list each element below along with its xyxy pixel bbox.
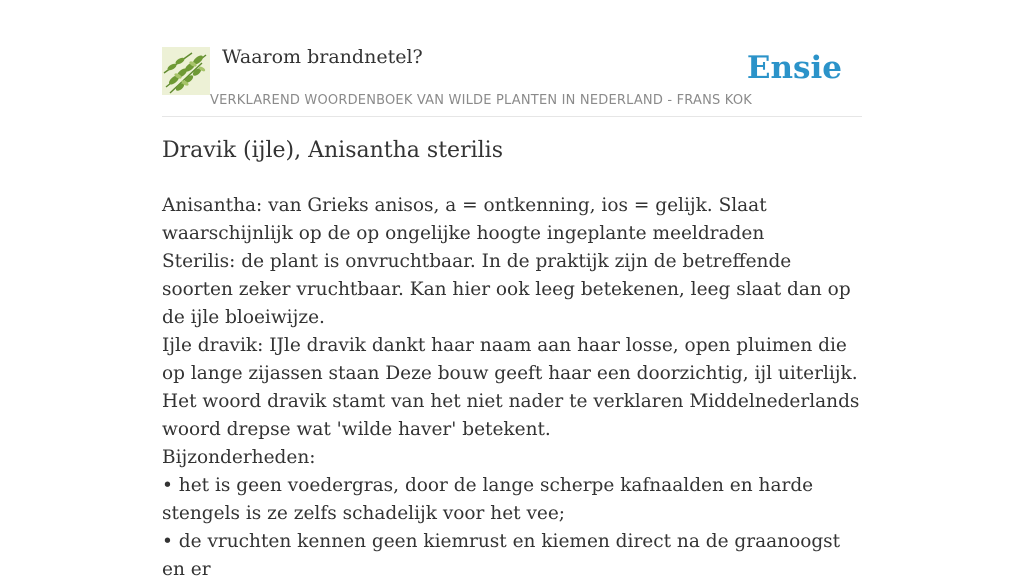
paragraph-sterilis: Sterilis: de plant is onvruchtbaar. In de praktijk zijn de betreffende soorten zeker vruchtbaar. Kan hier ook leeg betekenen, leeg slaat dan op de ijle bloeiwijze.: [162, 251, 851, 328]
paragraph-etymology: Het woord dravik stamt van het niet nader te verklaren Middelnederlands woord drepse wat 'wilde haver' betekent.: [162, 391, 860, 440]
list-item: • het is geen voedergras, door de lange scherpe kafnaalden en harde stengels is ze zelfs schadelijk voor het vee;: [162, 475, 814, 524]
site-title[interactable]: Waarom brandnetel?: [222, 46, 423, 68]
paragraph-ijle-dravik: Ijle dravik: IJle dravik dankt haar naam aan haar losse, open pluimen die op lange zijassen staan Deze bouw geeft haar een doorzichtig, ijl uiterlijk.: [162, 335, 858, 384]
entry-title: Dravik (ijle), Anisantha sterilis: [162, 138, 503, 163]
entry-body: [162, 192, 862, 584]
paragraph-bijzonderheden-heading: Bijzonderheden:: [162, 447, 316, 468]
list-item: • de vruchten kennen geen kiemrust en kiemen direct na de graanoogst en er: [162, 531, 841, 580]
brand-logo[interactable]: Ensie: [746, 50, 842, 86]
site-header: [162, 44, 862, 117]
paragraph-anisantha: Anisantha: van Grieks anisos, a = ontkenning, ios = gelijk. Slaat waarschijnlijk op de op ongelijke hoogte ingeplante meeldraden: [162, 195, 767, 244]
plant-leaves-icon[interactable]: [162, 47, 210, 95]
site-subtitle[interactable]: VERKLAREND WOORDENBOEK VAN WILDE PLANTEN IN NEDERLAND - FRANS KOK: [210, 93, 752, 108]
